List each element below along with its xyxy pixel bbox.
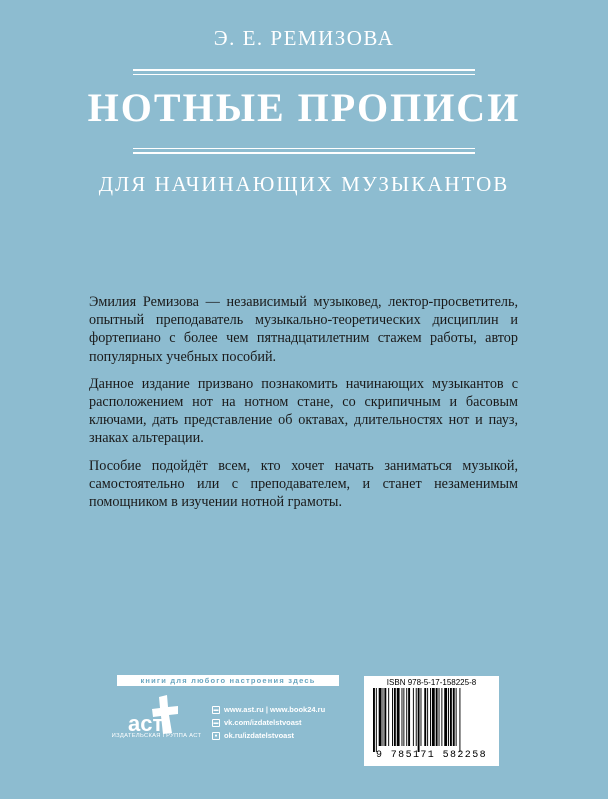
author-name: Э. Е. РЕМИЗОВА (213, 26, 395, 50)
link-row[interactable] (212, 729, 325, 742)
bottom-divider (133, 148, 475, 154)
publisher-slogan: книги для любого настроения здесь (117, 675, 339, 686)
barcode-bars (373, 688, 491, 752)
top-divider (133, 69, 475, 75)
link-text: vk.com/izdatelstvoast (224, 718, 302, 727)
book-subtitle: ДЛЯ НАЧИНАЮЩИХ МУЗЫКАНТОВ (98, 172, 510, 196)
link-row[interactable] (212, 703, 325, 716)
link-text: ok.ru/izdatelstvoast (224, 731, 295, 740)
logo-text: аст (128, 711, 164, 736)
barcode-digits: 9 785171 582258 (375, 750, 487, 761)
link-row[interactable] (212, 716, 325, 729)
vk-icon: ▬ (213, 719, 219, 726)
book-title: НОТНЫЕ ПРОПИСИ (87, 85, 521, 130)
description-text (89, 293, 518, 520)
description-paragraph: Данное издание призвано познакомить начинающих музыкантов с расположением нот на нотном стане, со скрипичным и басовым ключами, дать представление об октавах, длительностях нот и пауз, знаках альтерации. (89, 375, 518, 447)
web-icon: ▬ (213, 706, 219, 713)
publisher-links (212, 703, 325, 742)
publisher-label: ИЗДАТЕЛЬСКАЯ ГРУППА АСТ (111, 733, 202, 739)
barcode (364, 676, 499, 766)
isbn-number: ISBN 978-5-17-158225-8 (386, 678, 477, 687)
description-paragraph: Пособие подойдёт всем, кто хочет начать заниматься музыкой, самостоятельно или с преподавателем, и станет незаменимым помощником в изучении нотной грамоты. (89, 457, 518, 511)
description-paragraph: Эмилия Ремизова — независимый музыковед, лектор-просветитель, опытный преподаватель музыкально-теоретических дисциплин и фортепиано с более чем пятнадцатилетним стажем работы, автор популярных учебных пособий. (89, 294, 518, 365)
link-text: www.ast.ru | www.book24.ru (224, 705, 326, 714)
ok-icon: ● (212, 732, 220, 740)
